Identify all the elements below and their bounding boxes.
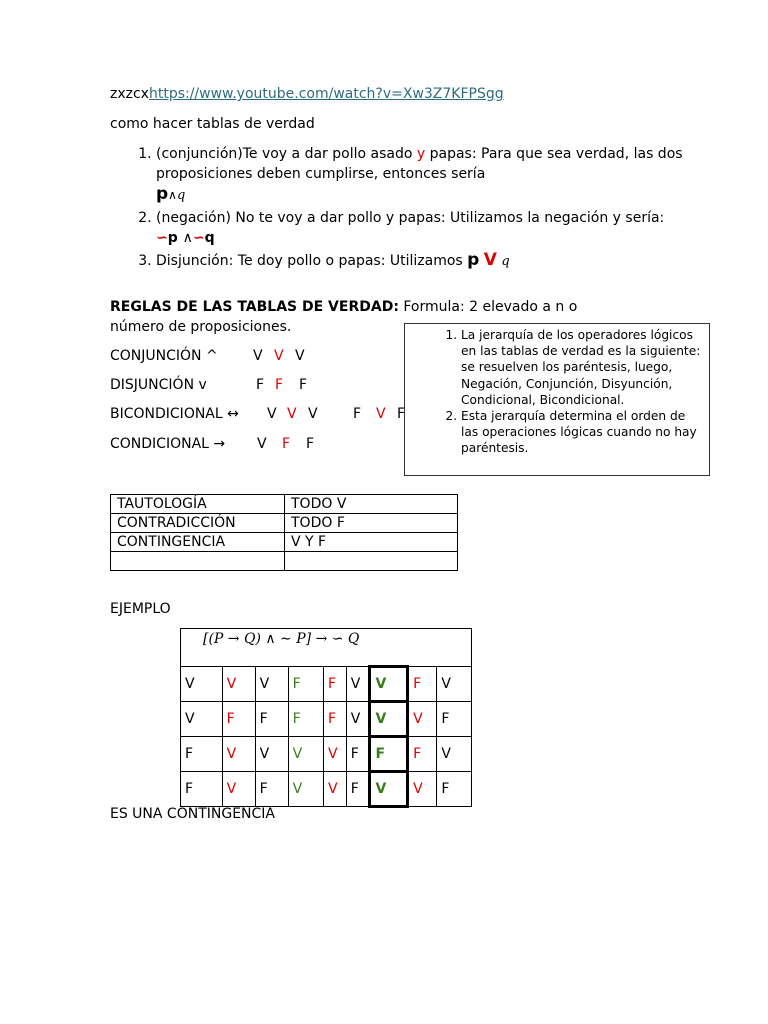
- table-cell: F: [181, 737, 223, 772]
- explanation-list: [110, 144, 716, 274]
- conclusion: ES UNA CONTINGENCIA: [110, 806, 275, 822]
- note-item: 1. La jerarquía de los operadores lógicos en las tablas de verdad es la siguiente: se resuelven los paréntesis, luego, Negación, Conjunción, Disyunción, Condicional, Bicondicional.: [461, 327, 703, 408]
- table-cell: V: [323, 772, 346, 807]
- table-cell: V: [255, 737, 288, 772]
- operator-value: F: [299, 377, 308, 393]
- table-cell: TODO V: [285, 495, 458, 514]
- operator-value: F: [306, 436, 315, 452]
- operator-value: F: [282, 436, 291, 452]
- operator-value: F: [397, 406, 406, 422]
- item3-v: V: [483, 250, 497, 270]
- operator-value: V: [267, 406, 277, 422]
- operator-value: V: [376, 406, 386, 422]
- table-cell: V: [255, 667, 288, 702]
- item2-text: (negación) No te voy a dar pollo y papas: Utilizamos la negación y sería:: [156, 210, 665, 226]
- table-cell: F: [408, 667, 437, 702]
- table-cell: F: [346, 737, 370, 772]
- item2-and: ∧: [182, 230, 193, 246]
- table-cell: F: [255, 772, 288, 807]
- formula-row: [181, 629, 472, 667]
- table-cell: F: [288, 702, 323, 737]
- operator-value: V: [295, 348, 305, 364]
- item3-text: Disjunción: Te doy pollo o papas: Utilizamos: [156, 253, 468, 269]
- table-cell: CONTRADICCIÓN: [111, 514, 285, 533]
- operator-conditional: [110, 436, 315, 452]
- item3-q: q: [501, 254, 510, 269]
- operator-label: BICONDICIONAL ↔: [110, 406, 239, 422]
- table-cell: F: [323, 702, 346, 737]
- table-cell: V: [222, 772, 255, 807]
- operator-value: V: [257, 436, 267, 452]
- table-cell: F: [255, 702, 288, 737]
- table-cell: V: [181, 667, 223, 702]
- table-cell: V: [437, 667, 472, 702]
- table-cell: F: [288, 667, 323, 702]
- table-cell: V: [288, 772, 323, 807]
- list-item-disjunction: [156, 250, 716, 272]
- operator-label: CONDICIONAL →: [110, 436, 226, 452]
- table-cell: [285, 552, 458, 571]
- operator-label: DISJUNCIÓN v: [110, 377, 207, 393]
- table-cell: V: [288, 737, 323, 772]
- table-row: [111, 533, 458, 552]
- table-cell: V: [222, 667, 255, 702]
- item1-text-a: (conjunción)Te voy a dar pollo asado: [156, 146, 417, 162]
- item2-neg1: ∽: [156, 230, 168, 246]
- table-cell: V: [408, 772, 437, 807]
- example-label: EJEMPLO: [110, 601, 171, 617]
- operator-value: V: [253, 348, 263, 364]
- table-cell: F: [346, 772, 370, 807]
- hierarchy-note-box: [404, 323, 710, 476]
- item3-p: p: [467, 250, 480, 270]
- rules-line-2: número de proposiciones.: [110, 319, 292, 335]
- example-truth-table: [180, 628, 472, 808]
- operator-label: CONJUNCIÓN ^: [110, 348, 218, 364]
- item1-text-b: papas: Para que sea verdad, las dos proposiciones deben cumplirse, entonces sería: [156, 146, 683, 182]
- table-cell: V: [222, 737, 255, 772]
- table-cell: V: [181, 702, 223, 737]
- formula-cell: [(P → Q) ∧ ∼ P] → ∽ Q: [181, 629, 472, 667]
- operator-value: F: [275, 377, 284, 393]
- rules-formula: Formula: 2 elevado a n o: [398, 299, 578, 315]
- result-cell: V: [370, 772, 408, 807]
- table-cell: F: [181, 772, 223, 807]
- table-cell: TAUTOLOGÍA: [111, 495, 285, 514]
- result-cell: F: [370, 737, 408, 772]
- operator-conjunction: [110, 348, 305, 364]
- operator-disjunction: [110, 377, 308, 393]
- table-cell: V: [437, 737, 472, 772]
- operator-value: F: [353, 406, 362, 422]
- table-cell: F: [323, 667, 346, 702]
- table-row: [111, 552, 458, 571]
- item1-q: q: [176, 188, 186, 203]
- operator-value: V: [287, 406, 297, 422]
- table-cell: F: [437, 702, 472, 737]
- table-row: [181, 667, 472, 702]
- table-cell: V: [408, 702, 437, 737]
- table-cell: V Y F: [285, 533, 458, 552]
- item2-p: p: [167, 230, 183, 246]
- table-cell: CONTINGENCIA: [111, 533, 285, 552]
- table-cell: F: [408, 737, 437, 772]
- table-row: [181, 737, 472, 772]
- item1-op: ∧: [168, 188, 177, 202]
- item1-y: y: [416, 146, 426, 162]
- subtitle: como hacer tablas de verdad: [110, 116, 315, 132]
- table-row: [181, 702, 472, 737]
- table-cell: V: [346, 702, 370, 737]
- table-row: [181, 772, 472, 807]
- item2-q: q: [204, 230, 215, 246]
- table-cell: F: [437, 772, 472, 807]
- note-item: 2. Esta jerarquía determina el orden de las operaciones lógicas cuando no hay paréntesis.: [461, 408, 703, 457]
- rules-line: [110, 299, 577, 315]
- table-row: [111, 514, 458, 533]
- table-row: [111, 495, 458, 514]
- operator-biconditional: [110, 406, 406, 422]
- youtube-link[interactable]: https://www.youtube.com/watch?v=Xw3Z7KFPSgg: [148, 86, 504, 102]
- list-item-negation: [156, 208, 716, 248]
- header-prefix: zxzcx: [110, 86, 149, 102]
- result-cell: V: [370, 702, 408, 737]
- result-cell: V: [370, 667, 408, 702]
- item2-neg2: ∽: [192, 230, 205, 246]
- table-cell: V: [323, 737, 346, 772]
- table-cell: TODO F: [285, 514, 458, 533]
- header-line: [110, 86, 504, 102]
- table-cell: [111, 552, 285, 571]
- item1-p: p: [156, 184, 169, 204]
- operator-value: V: [274, 348, 284, 364]
- list-item-conjunction: [156, 144, 716, 206]
- operator-value: F: [256, 377, 265, 393]
- operator-value: V: [308, 406, 318, 422]
- proposition-types-table: [110, 494, 458, 571]
- table-cell: F: [222, 702, 255, 737]
- rules-heading: REGLAS DE LAS TABLAS DE VERDAD:: [110, 299, 399, 315]
- table-cell: V: [346, 667, 370, 702]
